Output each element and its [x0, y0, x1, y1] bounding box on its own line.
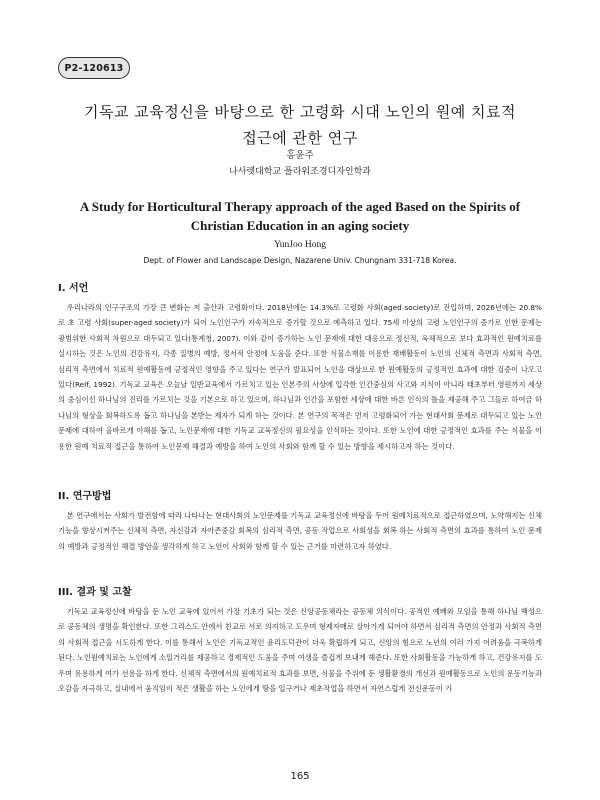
korean-title-line-1: 기독교 교육정신을 바탕으로 한 고령화 시대 노인의 원예 치료적: [84, 103, 516, 121]
english-title-line-1: A Study for Horticultural Therapy approach of the aged Based on the Spirits of: [79, 199, 521, 214]
english-title: [50, 197, 550, 235]
english-affiliation: Dept. of Flower and Landscape Design, Nazarene Univ. Chungnam 331-718 Korea.: [143, 256, 457, 265]
session-code-badge: P2-120613: [58, 57, 130, 79]
korean-affiliation: 나사렛대학교 플라워조경디자인학과: [229, 167, 371, 177]
english-author: YunJoo Hong: [274, 240, 326, 250]
section-body-methods: 본 연구에서는 사회가 발전함에 따라 나타나는 현대사회의 노인문제를 기독교 교육정신에 바탕을 두어 원예치료적으로 접근하였으며, 노약해지는 신체 기능을 향상시켜주는 신체적 측면, 자신감과 자아존중감 회복의 심리적 측면, 공동 작업으로 사회성을 회복 하는 사회적 측면의 효과를 통하여 노인 문제의 예방과 긍정적인 해결 방안을 생각하게 하고 노인이 사회와 함께 할 수 있는 근거를 마련하고자 하였다.: [58, 511, 542, 551]
section-heading-introduction: I. 서언: [58, 283, 89, 294]
page-number: 165: [290, 771, 310, 782]
section-heading-results: III. 결과 및 고찰: [58, 587, 132, 598]
section-body-introduction: 우리나라의 인구구조의 가장 큰 변화는 저 출산과 고령화이다. 2018년에는 14.3%로 고령화 사회(aged society)로 진입하며, 2026년에는 20.8%로 초 고령 사회(super-aged society)가 되어 노인인구가 지속적으로 증가할 것으로 예측하고 있다. 75세 이상의 고령 노인인구의 증가로 인한 문제는 광범위한 사회적 차원으로 대두되고 있다(통계청, 2007). 이와 같이 증가하는 노인 문제에 대한 대응으로 정신적, 육체적으로 보다 효과적인 원예치료를 실시하는 것은 노인의 건강유지, 각종 질병의 예방, 정서적 안정에 도움을 준다. 또한 식물소재를 이용한 재배활동이 노인의 신체적 측면과 사회적 측면, 심리적 측면에서 치료적 원예활동에 긍정적인 영향을 주고 있다는 연구가 발표되어 노인을 대상으로 한 원예활동의 긍정적인 효과에 대한 검증이 나오고 있다(Relf, 1992). 기독교 교육은 오늘날 일반교육에서 가르치고 있는 인본주의 사상에 입각한 인간중심의 사고와 지식이 아니라 태초부터 영원까지 세상의 중심이신 하나님의 진리를 가르치는 것을 기본으로 하고 있으며, 하나님과 인간을 포함한 세상에 대한 바른 인식의 틀을 제공해 주고 그들로 하여금 하나님의 형상을 회복하도록 돕고 하나님을 본받는 제자가 되게 하는 것이다. 본 연구의 목적은 먼저 고령화되어 가는 현대사회 문제로 대두되고 있는 노인 문제에 대하여 올바르게 이해를 돕고, 노인문제에 대한 기독교 교육정신의 필요성을 인식하는 것이다. 또한 노인에 대한 긍정적인 효과를 주는 식물을 이용한 원예 치료적 접근을 통하여 노인문제 해결과 예방을 하여 노인의 사회와 함께 할 수 있는 방향을 제시하고자 하는 것이다.: [58, 303, 542, 451]
korean-author: 홍윤주: [286, 150, 314, 161]
korean-title-line-2: 접근에 관한 연구: [242, 129, 358, 147]
section-body-results: 기독교 교육정신에 바탕을 둔 노인 교육에 있어서 가장 기초가 되는 것은 신앙공동체라는 공동체 의식이다. 공적인 예배와 모임을 통해 하나님 백성으로 공동체의 생명을 확인한다. 또한 그리스도 안에서 친교로 서로 의지하고 도우며 형제자매로 살아가게 되어야 하면서 심리적 측면의 안정과 사회적 측면의 사회적 접근을 시도하게 한다. 이를 통해서 노인은 기독교적인 윤리도덕관이 더욱 확립하게 되고, 신앙의 힘으로 노년의 여러 가지 어려움을 극복하게 된다. 노인원예치료는 노인에게 소일거리를 제공하고 경제적인 도움을 주며 여생을 즐겁게 보내게 해준다. 또한 사회활동을 가능하게 하고, 건강유지를 도우며 유용하게 여가 선용을 하게 한다. 신체적 측면에서의 원예치료적 효과를 보면, 식물을 주위에 둔 생활환경의 개선과 원예활동으로 노인의 운동기능과 오감을 자극하고, 실내에서 움직임이 적은 생활을 하는 노인에게 땅을 일구거나 제초작업을 하면서 자연스럽게 전신운동이 가: [58, 607, 542, 694]
korean-title: [40, 99, 560, 151]
english-title-line-2: Christian Education in an aging society: [190, 218, 410, 233]
section-heading-methods: II. 연구방법: [58, 491, 112, 502]
